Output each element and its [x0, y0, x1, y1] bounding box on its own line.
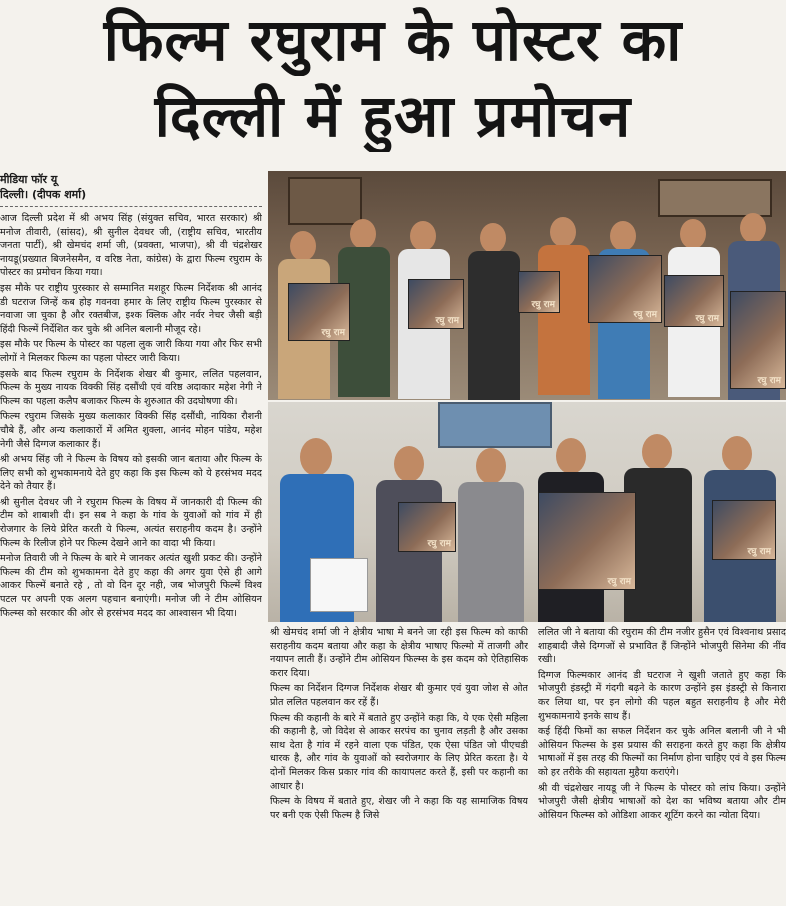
paragraph: फिल्म रघुराम जिसके मुख्य कलाकार विक्की सिंह दसौंधी, नायिका रौशनी चौबे हैं, और अन्य कलाकारों में अमित शुक्ला, आनंद मोहन पांडेय, महेश नेगी जैसे दिग्गज कलाकार हैं।: [0, 411, 262, 450]
byline-agency: मीडिया फॉर यू: [0, 173, 58, 186]
paragraph: श्री वी चंद्रशेखर नायडू जी ने फिल्म के पोस्टर को लांच किया। उन्होंने भोजपुरी जैसी क्षेत्रीय भाषाओं को देश का भविष्य बताया और टीम ओसियन फिल्म्स को ओडिशा आकर शूटिंग करने का न्योता दिया।: [538, 782, 786, 821]
film-poster: रघु राम: [408, 279, 464, 329]
wall-painting: [438, 402, 552, 448]
paragraph: फिल्म का निर्देशन दिग्गज निर्देशक शेखर बी कुमार एवं युवा जोश से ओत प्रोत ललित पहलवान कर रहें हैं।: [270, 683, 528, 708]
film-poster: रघु राम: [588, 255, 662, 323]
event-photo-bottom: [268, 402, 786, 622]
paragraph: श्री अभय सिंह जी ने फिल्म के विषय को इसकी जान बताया और फिल्म के लिए सभी को शुभकामनाये देते हुए कहा कि इस फिल्म को ये हरसंभव मदद देने को तैयार हैं।: [0, 454, 262, 493]
film-poster: रघु राम: [288, 283, 350, 341]
film-poster: रघु राम: [538, 492, 636, 590]
paragraph: आज दिल्ली प्रदेश में श्री अभय सिंह (संयुक्त सचिव, भारत सरकार) श्री मनोज तीवारी, (सांसद), श्री सुनील देवधर जी, (राष्ट्रीय सचिव, भारतीय जनता पार्टी), श्री खेमचंद शर्मा जी, (प्रवक्ता, भाजपा), श्री वी चंद्रशेखर नायडू(प्रख्यात बिजनेसमैन, व वरिष्ठ नेता, कांग्रेस) के द्वारा फिल्म रघुराम के पोस्टर का प्रमोचन किया गया।: [0, 213, 262, 279]
article-column-middle: [270, 626, 528, 906]
paragraph: इस मौके पर राष्ट्रीय पुरस्कार से सम्मानित मशहूर फिल्म निर्देशक श्री आनंद डी घटराज जिन्हें कब होइ गवनवा हमार के लिए राष्ट्रीय फिल्म पुरस्कार से नवाजा जा चुका है और रक्तबीज, इश्क क्लिक और नर्वर नेचर जैसी बड़ी हिंदी फिल्में निर्देशित कर चुके श्री अनिल बलानी मौजूद रहे।: [0, 282, 262, 335]
paragraph: इस मौके पर फिल्म के पोस्टर का पहला लुक जारी किया गया और फिर सभी लोगों ने मिलकर फिल्म का पहला पोस्टर जारी किया।: [0, 339, 262, 364]
film-poster: रघु राम: [398, 502, 456, 552]
paragraph: मनोज तिवारी जी ने फिल्म के बारे मे जानकर अत्यंत खुशी प्रकट की। उन्होंने फिल्म की टीम को शुभकामना देते हुए कहा की अगर युवा ऐसे ही आगे आकर फिल्में बनाते रहे , तो वो दिन दूर नही, जब भोजपुरी फिल्में विश्व पटल पर अपनी एक अलग पहचान बनाएंगी। मनोज जी ने टीम ओसियन फिल्म्स को सरकार की ओर से हरसंभव मदद का आश्वासन भी दिया।: [0, 553, 262, 619]
wall-panel: [658, 179, 772, 217]
paper-sheet: [310, 558, 368, 612]
byline-divider: [0, 206, 262, 207]
headline-line-2: दिल्ली में हुआ प्रमोचन: [154, 82, 632, 150]
paragraph: फिल्म के विषय में बताते हुए, शेखर जी ने कहा कि यह सामाजिक विषय पर बनी एक ऐसी फिल्म है जिसे: [270, 796, 528, 821]
film-poster: रघु राम: [730, 291, 786, 389]
film-poster: रघु राम: [518, 271, 560, 313]
event-photo-top: [268, 171, 786, 400]
paragraph: फिल्म की कहानी के बारे में बताते हुए उन्होंने कहा कि, ये एक ऐसी महिला की कहानी है, जो विदेश से आकर सरपंच का चुनाव लड़ती है और उसका साथ देता है गांव में रहने वाला एक पंडित, एक ऐसा पंडित जो पीएचडी धारक है, और गांव के युवाओं को स्वरोजगार के लिए प्रेरित करता है। ये दोनों मिलकर किस प्रकार गांव की कायापलट करते हैं, इसी पर कहानी का आधार है।: [270, 712, 528, 792]
film-poster: रघु राम: [664, 275, 724, 327]
paragraph: श्री खेमचंद शर्मा जी ने क्षेत्रीय भाषा मे बनने जा रही इस फिल्म को काफी सराहनीय कदम बताया और कहा के क्षेत्रीय भाषाए फिल्मो में ताजगी और नयापन लाती हैं। उन्होंने टीम ओसियन फिल्म्स के इस कदम को ऐतिहासिक करार दिया।: [270, 627, 528, 679]
article-column-right: [538, 626, 786, 906]
byline-place: दिल्ली। (दीपक शर्मा): [0, 188, 87, 201]
headline-line-1: फिल्म रघुराम के पोस्टर का: [103, 6, 683, 74]
film-poster: रघु राम: [712, 500, 776, 560]
wall-shelf: [288, 177, 362, 225]
paragraph: कई हिंदी फिमों का सफल निर्देशन कर चुके अनिल बलानी जी ने भी ओसियन फिल्म्स के इस प्रयास की सराहना करते हुए कहा कि क्षेत्रीय भाषाओं में इस तरह की फिल्मों का निर्माण होना चाहिए एवं वे इस फिल्म को हर तरीके की सहायता मुहैया कराएंगे।: [538, 726, 786, 778]
paragraph: ललित जी ने बताया की रघुराम की टीम नजीर हुसैन एवं विश्वनाथ प्रसाद शाहबादी जैसे दिग्गजों से प्रभावित हैं जिन्होंने भोजपुरी सिनेमा की नींव रखी।: [538, 627, 786, 666]
paragraph: श्री सुनील देवधर जी ने रघुराम फिल्म के विषय में जानकारी दी फिल्म की टीम को शाबाशी दी। इन सब ने कहा के गांव के युवाओं को गांव में ही रोजगार के लिये प्रेरित करती ये फिल्म, अत्यंत सराहनीय कदम है। उन्होंने फिल्म के रिलीज होने पर फिल्म देखने आने का वादा भी किया।: [0, 496, 262, 549]
paragraph: इसके बाद फिल्म रघुराम के निर्देशक शेखर बी कुमार, ललित पहलवान, फिल्म के मुख्य नायक विक्की सिंह दसौंधी एवं वरिष्ठ अदाकार महेश नेगी ने फिल्म का पहला कलैप बजाकर फिल्म के शुरुआत की उदघोषणा की।: [0, 368, 262, 407]
byline: [0, 172, 260, 202]
article-column-left: [0, 212, 262, 906]
paragraph: दिग्गज फिल्मकार आनंद डी घटराज ने खुशी जताते हुए कहा कि भोजपुरी इंडस्ट्री में गंदगी बढ़ने के कारण उन्होंने इस इंडस्ट्री से किनारा कर लिया था, पर इन लोगो की पहल बहुत सराहनीय है और मेरी शुभकामनाये इनके साथ हैं।: [538, 669, 786, 722]
